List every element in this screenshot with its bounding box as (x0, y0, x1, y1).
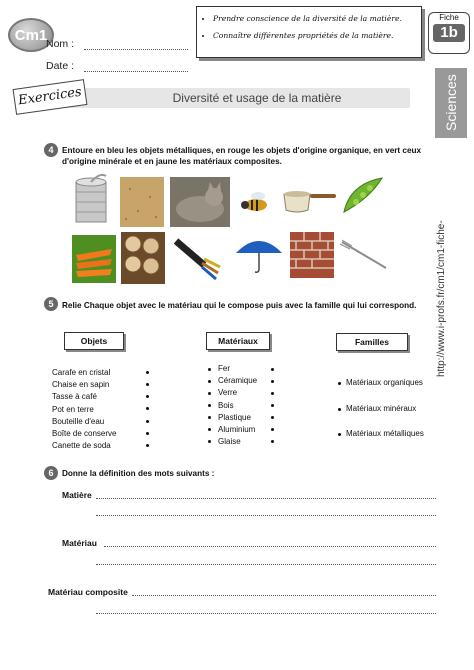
list-item: Bois (218, 400, 234, 410)
objectives-box (196, 6, 422, 58)
definition-line[interactable] (104, 545, 436, 547)
subject-tab: Sciences (435, 68, 467, 138)
list-item: Céramique (218, 376, 258, 386)
list-item: Aluminium (218, 425, 256, 435)
list-item: Carafe en cristal (52, 368, 111, 377)
term-label: Matière (62, 490, 92, 500)
list-item: Pot en terre (52, 404, 94, 414)
famille-item: Matériaux organiques (346, 378, 423, 387)
sand-image (120, 177, 164, 227)
link-dot[interactable] (208, 416, 211, 419)
fork-image (338, 236, 390, 276)
link-dot[interactable] (146, 444, 149, 447)
link-dot[interactable] (338, 408, 341, 411)
tin-can-image (72, 170, 110, 226)
link-dot[interactable] (208, 440, 211, 443)
link-dot[interactable] (271, 392, 274, 395)
link-dot[interactable] (208, 368, 211, 371)
date-field[interactable] (84, 70, 188, 72)
column-header-materiaux: Matériaux (206, 332, 270, 350)
link-dot[interactable] (146, 432, 149, 435)
link-dot[interactable] (208, 428, 211, 431)
nom-field[interactable] (84, 48, 188, 50)
link-dot[interactable] (146, 395, 149, 398)
exercise-6-instruction: Donne la définition des mots suivants : (62, 469, 215, 478)
electric-cable-image (174, 235, 222, 281)
list-item: Plastique (218, 412, 251, 422)
list-item: Verre (218, 388, 238, 398)
list-item: Tasse à café (52, 392, 97, 402)
materiaux-list (218, 363, 257, 448)
definition-line[interactable] (96, 612, 436, 614)
link-dot[interactable] (271, 416, 274, 419)
fiche-label: Fiche (439, 13, 459, 22)
link-dot[interactable] (208, 404, 211, 407)
bee-image (236, 187, 274, 219)
umbrella-image (234, 235, 284, 275)
link-dot[interactable] (146, 371, 149, 374)
exercise-number: 5 (44, 297, 58, 311)
page-title: Diversité et usage de la matière (64, 88, 410, 108)
term-label: Matériau (62, 538, 97, 548)
link-dot[interactable] (146, 383, 149, 386)
nom-label: Nom : (46, 38, 75, 50)
link-dot[interactable] (271, 404, 274, 407)
objective-item: • Connaître différentes propriétés de la matière. (213, 27, 417, 44)
cat-image (170, 177, 230, 227)
definition-line[interactable] (96, 497, 436, 499)
list-item: Glaise (218, 437, 241, 447)
link-dot[interactable] (271, 440, 274, 443)
logs-image (121, 232, 165, 284)
source-url[interactable]: http://www.i-profs.fr/cm1/cm1-fiche- (436, 220, 447, 377)
link-dot[interactable] (271, 380, 274, 383)
list-item: Canette de soda (52, 441, 111, 451)
famille-item: Matériaux métalliques (346, 429, 424, 438)
saucepan-image (280, 186, 340, 216)
fiche-number: 1b (433, 24, 465, 42)
column-header-familles: Familles (336, 333, 408, 351)
list-item: Fer (218, 364, 230, 373)
link-dot[interactable] (146, 420, 149, 423)
list-item: Bouteille d'eau (52, 416, 105, 426)
link-dot[interactable] (146, 407, 149, 410)
definition-line[interactable] (132, 594, 436, 596)
link-dot[interactable] (271, 368, 274, 371)
link-dot[interactable] (271, 428, 274, 431)
list-item: Chaise en sapin (52, 380, 110, 390)
fiche-badge (428, 12, 470, 54)
link-dot[interactable] (338, 382, 341, 385)
famille-item: Matériaux minéraux (346, 404, 417, 413)
term-label: Matériau composite (48, 587, 128, 597)
exercise-number: 4 (44, 143, 58, 157)
level-badge: Cm1 (8, 18, 54, 52)
exercise-4-instruction: Entoure en bleu les objets métalliques, en rouge les objets d'origine organique, en vert ceux d'origine minérale et en jaune les matériaux composites. (62, 146, 422, 166)
objets-list (52, 367, 116, 452)
carrots-image (72, 235, 116, 283)
column-header-objets: Objets (64, 332, 124, 350)
objective-item: • Prendre conscience de la diversité de la matière. (213, 10, 417, 27)
list-item: Boîte de conserve (52, 429, 117, 439)
exercise-number: 6 (44, 466, 58, 480)
brick-wall-image (290, 232, 334, 278)
definition-line[interactable] (96, 514, 436, 516)
exercices-tag: Exercices (13, 79, 88, 115)
link-dot[interactable] (208, 392, 211, 395)
peas-image (340, 172, 386, 218)
date-label: Date : (46, 60, 75, 72)
exercise-5-instruction: Relie Chaque objet avec le matériau qui le compose puis avec la famille qui lui correspond. (62, 301, 417, 310)
definition-line[interactable] (96, 563, 436, 565)
link-dot[interactable] (208, 380, 211, 383)
link-dot[interactable] (338, 433, 341, 436)
